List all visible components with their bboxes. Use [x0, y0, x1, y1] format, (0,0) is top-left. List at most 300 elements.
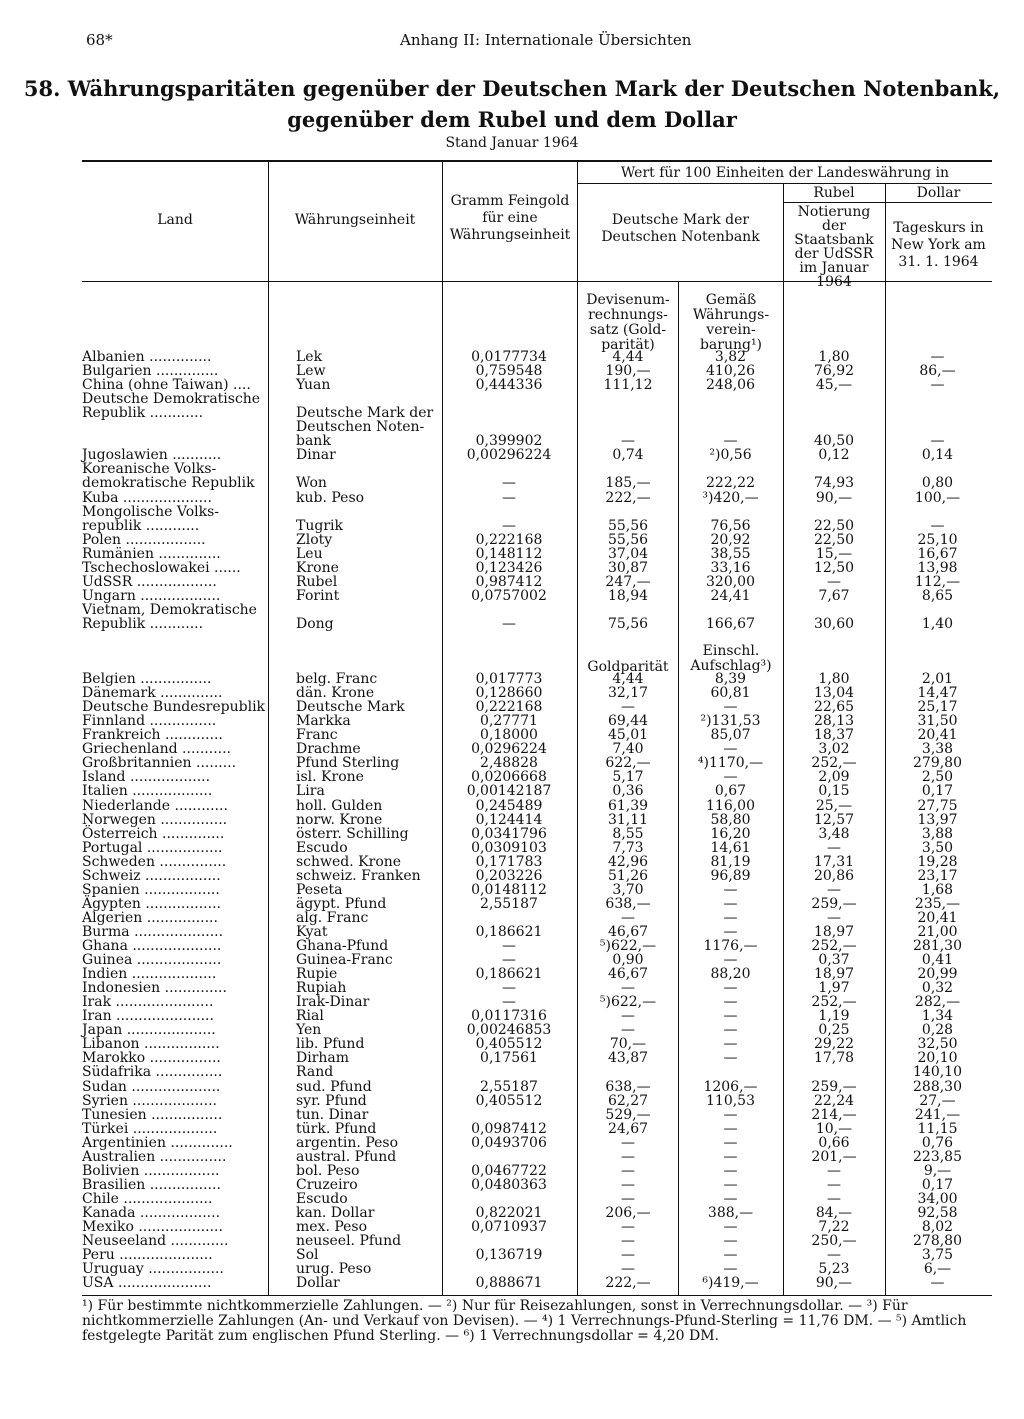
cell-unit: Escudo — [296, 839, 348, 856]
cell-dmk1: 190,— — [605, 363, 651, 380]
cell-dmk2: 110,53 — [706, 1092, 755, 1109]
cell-dmk1: 7,73 — [612, 839, 644, 856]
cell-land: Brasilien ................ — [82, 1176, 221, 1193]
cell-land: Jugoslawien ........... — [82, 447, 222, 464]
cell-dmk1: — — [621, 1190, 635, 1207]
cell-usd: 223,85 — [913, 1148, 962, 1165]
cell-unit: Lek — [296, 349, 323, 365]
cell-rub: — — [827, 909, 841, 926]
cell-rub: 29,22 — [813, 1036, 855, 1053]
cell-unit: ägypt. Pfund — [296, 895, 387, 912]
cell-usd: 21,00 — [917, 923, 958, 940]
cell-usd: 16,67 — [917, 545, 958, 562]
cell-land: Kuba .................... — [82, 489, 212, 506]
header-wert: Wert für 100 Einheiten der Landeswährung in — [620, 165, 950, 181]
cell-rub: 22,24 — [813, 1092, 855, 1109]
cell-unit: Dollar — [296, 1275, 340, 1292]
cell-gold: 0,0341796 — [471, 825, 547, 842]
cell-gold: 0,822021 — [475, 1204, 543, 1221]
cell-land: Schweiz ................. — [82, 867, 221, 884]
cell-dmk1: — — [621, 980, 635, 997]
cell-dmk1: 70,— — [609, 1036, 647, 1053]
cell-rub: 1,97 — [818, 980, 850, 997]
header-waehrung: Währungseinheit — [294, 212, 416, 228]
cell-dmk1: — — [621, 1162, 635, 1179]
cell-gold: 0,186621 — [475, 923, 543, 940]
cell-land: Niederlande ............ — [82, 797, 228, 814]
cell-land: UdSSR .................. — [82, 573, 217, 590]
cell-unit: Leu — [296, 545, 323, 562]
cell-land: Rumänien .............. — [82, 545, 221, 562]
cell-usd: — — [930, 433, 945, 450]
cell-usd: 288,30 — [913, 1078, 962, 1095]
cell-land: republik ............ — [82, 517, 200, 534]
cell-dmk2: — — [723, 1162, 738, 1179]
cell-dmk2: — — [723, 1148, 738, 1165]
cell-usd: 19,28 — [917, 853, 958, 870]
cell-unit: syr. Pfund — [296, 1092, 367, 1109]
cell-gold: 0,987412 — [475, 573, 543, 590]
cell-dmk1: 46,67 — [607, 966, 649, 982]
cell-dmk1: 4,44 — [612, 671, 644, 687]
cell-land: Bulgarien .............. — [82, 363, 219, 380]
cell-dmk2: 166,67 — [706, 616, 755, 632]
cell-dmk1: 5,17 — [612, 769, 644, 786]
header-rubel: Rubel — [813, 185, 855, 201]
cell-dmk2: 3,82 — [714, 349, 747, 365]
cell-rub: 0,15 — [818, 783, 850, 800]
cell-gold: 0,222168 — [475, 699, 543, 716]
cell-land: Österreich .............. — [82, 825, 225, 842]
cell-unit: Irak-Dinar — [296, 994, 370, 1011]
cell-unit: bank — [296, 433, 331, 450]
cell-rub: 250,— — [811, 1233, 857, 1249]
cell-dmk1: — — [621, 1008, 635, 1025]
cell-rub: 2,09 — [818, 769, 850, 786]
cell-gold: 0,186621 — [475, 966, 543, 982]
cell-rub: 76,92 — [813, 363, 855, 380]
cell-dmk2: 58,80 — [710, 811, 751, 828]
cell-land: Großbritannien ......... — [82, 755, 237, 772]
cell-usd: 11,15 — [917, 1120, 958, 1137]
cell-land: Japan .................... — [82, 1022, 216, 1039]
cell-rub: 7,67 — [818, 587, 850, 604]
cell-rub: 12,57 — [813, 811, 855, 828]
cell-gold: 0,00296224 — [466, 447, 552, 464]
cell-dmk1: 75,56 — [607, 616, 649, 632]
cell-land: Chile .................... — [82, 1190, 213, 1207]
cell-land: Argentinien .............. — [82, 1134, 233, 1151]
cell-usd: 1,40 — [921, 616, 954, 632]
cell-rub: 90,— — [815, 489, 853, 506]
cell-dmk1: — — [621, 699, 635, 716]
cell-dmk2: — — [723, 1190, 738, 1207]
cell-unit: Guinea-Franc — [296, 952, 393, 968]
cell-dmk1: 185,— — [605, 475, 651, 492]
cell-usd: 235,— — [914, 895, 961, 912]
cell-land: Tschechoslowakei ...... — [82, 559, 241, 576]
cell-unit: Lira — [296, 783, 325, 800]
cell-dmk1: — — [621, 1247, 635, 1264]
cell-unit: kan. Dollar — [296, 1204, 375, 1221]
cell-gold: 0,0117316 — [471, 1008, 547, 1025]
cell-rub: 7,22 — [818, 1219, 850, 1235]
cell-land: Libanon ................. — [82, 1036, 220, 1053]
cell-rub: 22,50 — [813, 517, 855, 534]
cell-dmk2: — — [723, 1022, 738, 1039]
cell-land: Burma .................... — [82, 923, 224, 940]
cell-dmk2: — — [723, 881, 738, 898]
cell-rub: 17,31 — [813, 853, 855, 870]
cell-rub: — — [827, 1162, 841, 1179]
cell-rub: 25,— — [815, 797, 853, 814]
cell-unit: lib. Pfund — [296, 1036, 365, 1053]
cell-dmk1: 4,44 — [612, 349, 644, 365]
cell-land: Kanada .................. — [82, 1204, 221, 1221]
cell-land: Deutsche Bundesrepublik — [82, 699, 266, 716]
cell-land: Indien ................... — [82, 966, 217, 982]
header-gold: Gramm Feingold für eine Währungseinheit — [449, 193, 571, 243]
cell-land: Republik ............ — [82, 616, 204, 632]
cell-gold: 0,123426 — [475, 559, 543, 576]
cell-dmk1: 69,44 — [607, 713, 649, 730]
cell-rub: 30,60 — [813, 616, 855, 632]
cell-dmk1: — — [621, 1219, 635, 1235]
cell-usd: 282,— — [914, 994, 961, 1011]
cell-gold: 0,0480363 — [471, 1176, 547, 1193]
cell-unit: Markka — [296, 713, 351, 730]
cell-land: Polen .................. — [82, 531, 206, 548]
cell-land: Griechenland ........... — [82, 741, 232, 758]
cell-dmk2: — — [723, 980, 738, 997]
cell-usd: 100,— — [914, 489, 961, 506]
cell-land: USA ..................... — [82, 1275, 212, 1292]
cell-usd: 25,10 — [917, 531, 958, 548]
cell-usd: 20,10 — [917, 1050, 958, 1067]
cell-dmk1: 42,96 — [607, 853, 649, 870]
cell-rub: — — [827, 1176, 841, 1193]
cell-land: Portugal ................. — [82, 839, 223, 856]
cell-dmk1: — — [621, 1148, 635, 1165]
cell-rub: 20,86 — [813, 867, 855, 884]
cell-unit: urug. Peso — [296, 1261, 372, 1278]
cell-usd: 278,80 — [913, 1233, 962, 1249]
cell-dmk1: — — [621, 433, 635, 450]
cell-land: Guinea ................... — [82, 952, 222, 968]
cell-rub: 45,— — [815, 377, 853, 394]
cell-dmk1: 222,— — [605, 1275, 651, 1292]
cell-land: Ghana .................... — [82, 938, 222, 954]
cell-dmk1: 45,01 — [607, 727, 649, 744]
cell-unit: Rupiah — [296, 980, 347, 997]
cell-dmk1: — — [621, 1022, 635, 1039]
cell-land: Ägypten ................. — [82, 895, 221, 912]
cell-land: Mexiko ................... — [82, 1219, 223, 1235]
cell-unit: Lew — [296, 363, 326, 380]
cell-dmk2: — — [723, 994, 738, 1011]
cell-dmk1: 31,11 — [607, 811, 649, 828]
cell-dmk1: — — [621, 1261, 635, 1278]
cell-gold: 0,18000 — [480, 727, 538, 744]
cell-land: demokratische Republik — [82, 475, 255, 492]
cell-rub: 3,48 — [818, 825, 850, 842]
cell-land: Ungarn .................. — [82, 587, 221, 604]
cell-usd: 1,34 — [921, 1008, 954, 1025]
cell-usd: 279,80 — [913, 755, 962, 772]
cell-usd: 112,— — [914, 573, 961, 590]
cell-land: Deutsche Demokratische — [82, 391, 261, 408]
cell-unit: Escudo — [296, 1190, 348, 1207]
cell-unit: Ghana-Pfund — [296, 938, 389, 954]
cell-usd: 27,— — [919, 1092, 956, 1109]
cell-dmk2: ²)131,53 — [700, 713, 761, 730]
cell-gold: 0,0177734 — [471, 349, 547, 365]
cell-dmk1: 622,— — [605, 755, 651, 772]
cell-rub: 74,93 — [813, 475, 855, 492]
cell-rub: 18,97 — [813, 923, 855, 940]
cell-dmk2: 14,61 — [710, 839, 751, 856]
cell-usd: 20,41 — [917, 909, 958, 926]
cell-unit: Rupie — [296, 966, 338, 982]
cell-gold: — — [502, 616, 516, 632]
cell-usd: 0,76 — [921, 1134, 954, 1151]
cell-usd: 86,— — [919, 363, 956, 380]
cell-land: Algerien ................ — [82, 909, 218, 926]
cell-land: Australien ............... — [82, 1148, 227, 1165]
cell-rub: 18,37 — [813, 727, 855, 744]
cell-dmk1: 0,90 — [612, 952, 644, 968]
cell-gold: 0,0148112 — [471, 881, 547, 898]
cell-gold: 0,017773 — [475, 671, 543, 687]
cell-unit: Deutsche Mark — [296, 699, 405, 716]
cell-usd: — — [930, 1275, 945, 1292]
cell-usd: 13,98 — [917, 559, 958, 576]
cell-dmk1: 37,04 — [607, 545, 649, 562]
page-number: 68* — [86, 31, 113, 49]
cell-usd: 31,50 — [917, 713, 958, 730]
cell-usd: 1,68 — [921, 881, 954, 898]
cell-land: Marokko ................ — [82, 1050, 221, 1067]
cell-rub: — — [827, 573, 841, 590]
cell-dmk2: 24,41 — [710, 587, 751, 604]
cell-rub: — — [827, 1247, 841, 1264]
cell-rub: 0,37 — [818, 952, 850, 968]
cell-gold: 0,0206668 — [471, 769, 547, 786]
cell-gold: 0,405512 — [475, 1036, 543, 1053]
cell-land: Republik ............ — [82, 405, 204, 422]
cell-dmk1: ⁵)622,— — [599, 994, 657, 1011]
cell-gold: 0,128660 — [475, 685, 543, 701]
cell-gold: 0,405512 — [475, 1092, 543, 1109]
cell-unit: mex. Peso — [296, 1219, 368, 1235]
cell-rub: 214,— — [811, 1106, 857, 1123]
cell-rub: 40,50 — [813, 433, 855, 450]
cell-dmk1: 62,27 — [607, 1092, 649, 1109]
cell-dmk1: — — [621, 1176, 635, 1193]
cell-usd: 6,— — [923, 1261, 952, 1278]
cell-gold: 0,0296224 — [471, 741, 547, 758]
cell-dmk2: 0,67 — [714, 783, 747, 800]
cell-unit: kub. Peso — [296, 489, 365, 506]
cell-unit: Drachme — [296, 741, 361, 758]
cell-land: China (ohne Taiwan) .... — [82, 377, 251, 394]
cell-dmk2: — — [723, 1233, 738, 1249]
cell-dmk1: 32,17 — [607, 685, 649, 701]
cell-rub: 0,25 — [818, 1022, 850, 1039]
cell-unit: dän. Krone — [296, 685, 375, 701]
cell-gold: 0,0757002 — [471, 587, 547, 604]
cell-dmk2: — — [723, 769, 738, 786]
cell-dmk2: 1206,— — [703, 1078, 758, 1095]
cell-gold: 0,203226 — [475, 867, 543, 884]
cell-dmk1: 0,74 — [612, 447, 644, 464]
sec2-header-dmk2: Einschl. Aufschlag³) — [690, 643, 772, 674]
cell-gold: — — [502, 489, 516, 506]
cell-dmk2: ⁶)419,— — [702, 1275, 759, 1292]
wert-rule — [578, 183, 992, 184]
cell-usd: 8,65 — [921, 587, 954, 604]
cell-unit: österr. Schilling — [296, 825, 409, 842]
cell-dmk2: — — [723, 1106, 738, 1123]
cell-usd: 281,30 — [913, 938, 962, 954]
cell-unit: alg. Franc — [296, 909, 369, 926]
cell-unit: belg. Franc — [296, 671, 378, 687]
cell-dmk1: — — [621, 1233, 635, 1249]
cell-dmk2: 33,16 — [710, 559, 751, 576]
cell-gold: 2,55187 — [480, 1078, 538, 1095]
cell-unit: Deutschen Noten- — [296, 419, 425, 436]
cell-land: Mongolische Volks- — [82, 503, 220, 520]
sec2-header-dmk1: Goldparität — [587, 659, 669, 675]
cell-unit: isl. Krone — [296, 769, 364, 786]
cell-usd: 27,75 — [917, 797, 958, 814]
cell-gold: 2,48828 — [480, 755, 538, 772]
cell-usd: 2,50 — [921, 769, 954, 786]
cell-dmk2: — — [723, 1050, 738, 1067]
cell-unit: Zloty — [296, 531, 333, 548]
cell-gold: — — [502, 980, 516, 997]
header-dmk: Deutsche Mark der Deutschen Notenbank — [601, 212, 760, 245]
cell-rub: 259,— — [811, 895, 857, 912]
cell-usd: — — [930, 517, 945, 534]
cell-dmk2: 96,89 — [710, 867, 751, 884]
cell-gold: 0,0710937 — [471, 1219, 547, 1235]
cell-unit: Forint — [296, 587, 340, 604]
cell-land: Island .................. — [82, 769, 211, 786]
cell-gold: 0,399902 — [475, 433, 543, 450]
cell-dmk1: 24,67 — [607, 1120, 649, 1137]
cell-unit: norw. Krone — [296, 811, 383, 828]
cell-dmk1: 30,87 — [607, 559, 649, 576]
cell-usd: 32,50 — [917, 1036, 958, 1053]
cell-unit: Dirham — [296, 1050, 350, 1067]
cell-rub: 22,65 — [813, 699, 855, 716]
cell-land: Südafrika ............... — [82, 1064, 223, 1081]
cell-usd: 13,97 — [917, 811, 958, 828]
cell-gold: — — [502, 952, 516, 968]
cell-unit: Peseta — [296, 881, 343, 898]
cell-dmk2: — — [723, 741, 738, 758]
cell-rub: — — [827, 881, 841, 898]
sec1-header-dmk2: Gemäß Währungs-verein-barung¹) — [692, 292, 770, 353]
cell-unit: tun. Dinar — [296, 1106, 369, 1123]
cell-dmk2: 81,19 — [710, 853, 751, 870]
cell-usd: 9,— — [923, 1162, 952, 1179]
cell-unit: Won — [296, 475, 327, 492]
cell-dmk1: 247,— — [605, 573, 651, 590]
cell-rub: 259,— — [811, 1078, 857, 1095]
cell-dmk2: — — [723, 1008, 738, 1025]
cell-land: Irak ...................... — [82, 994, 214, 1011]
cell-dmk1: 638,— — [605, 895, 651, 912]
cell-usd: 0,14 — [921, 447, 954, 464]
cell-gold: 0,136719 — [475, 1247, 543, 1264]
footnotes: ¹) Für bestimmte nichtkommerzielle Zahlungen. — ²) Nur für Reisezahlungen, sonst in Verrechnungsdollar. — ³) Für nichtkommerzielle Zahlungen (An- und Verkauf von Devisen). — ⁴) 1 Verrechnungs-Pfund-Sterling = 11,76 DM. — ⁵) Amtlich festgelegte Parität zum englischen Pfund Sterling. — ⁶) 1 Verrechnungsdollar = 4,20 DM. — [82, 1298, 967, 1344]
cell-dmk2: — — [723, 1219, 738, 1235]
cell-rub: 10,— — [815, 1120, 853, 1137]
cell-gold: — — [502, 475, 516, 492]
cell-land: Albanien .............. — [82, 349, 212, 365]
cell-usd: 0,17 — [921, 783, 954, 800]
cell-unit: Rubel — [296, 573, 338, 590]
cell-land: Belgien ................ — [82, 671, 212, 687]
cell-dmk2: 76,56 — [710, 517, 751, 534]
cell-usd: 8,02 — [921, 1219, 954, 1235]
cell-unit: Franc — [296, 727, 338, 744]
cell-dmk1: 55,56 — [607, 531, 649, 548]
cell-dmk1: 0,36 — [612, 783, 644, 800]
cell-rub: 252,— — [811, 755, 857, 772]
cell-land: Tunesien ................ — [82, 1106, 223, 1123]
cell-dmk2: 222,22 — [706, 475, 755, 492]
cell-dmk2: 388,— — [707, 1204, 754, 1221]
cell-unit: Cruzeiro — [296, 1176, 358, 1193]
cell-usd: 14,47 — [917, 685, 958, 701]
cell-gold: 0,17561 — [480, 1050, 538, 1067]
cell-gold: 0,222168 — [475, 531, 543, 548]
cell-unit: Tugrik — [296, 517, 343, 534]
cell-dmk2: 38,55 — [710, 545, 751, 562]
cell-rub: 90,— — [815, 1275, 853, 1292]
cell-unit: sud. Pfund — [296, 1078, 372, 1095]
cell-usd: 92,58 — [917, 1204, 958, 1221]
cell-dmk1: 8,55 — [612, 825, 644, 842]
sec1-header-dmk1: Devisenum-rechnungs-satz (Gold-parität) — [586, 292, 670, 353]
cell-unit: Dong — [296, 616, 334, 632]
cell-rub: — — [827, 1190, 841, 1207]
cell-dmk2: 85,07 — [710, 727, 751, 744]
cell-unit: Kyat — [296, 923, 328, 940]
cell-rub: 15,— — [815, 545, 853, 562]
cell-rub: 1,80 — [818, 349, 850, 365]
cell-usd: — — [930, 349, 945, 365]
cell-usd: 3,88 — [921, 825, 954, 842]
cell-land: Italien .................. — [82, 783, 213, 800]
cell-usd: 0,32 — [921, 980, 954, 997]
cell-dmk2: 60,81 — [710, 685, 751, 701]
cell-usd: 0,17 — [921, 1176, 954, 1193]
cell-unit: bol. Peso — [296, 1162, 360, 1179]
cell-dmk2: — — [723, 895, 738, 912]
header-dollar-sub: Tageskurs in New York am 31. 1. 1964 — [891, 220, 986, 270]
cell-dmk1: 51,26 — [607, 867, 649, 884]
cell-land: Sudan .................... — [82, 1078, 221, 1095]
cell-rub: 0,66 — [818, 1134, 850, 1151]
cell-gold: 0,148112 — [475, 545, 543, 562]
cell-gold: — — [502, 517, 516, 534]
cell-dmk1: 46,67 — [607, 923, 649, 940]
cell-unit: argentin. Peso — [296, 1134, 399, 1151]
